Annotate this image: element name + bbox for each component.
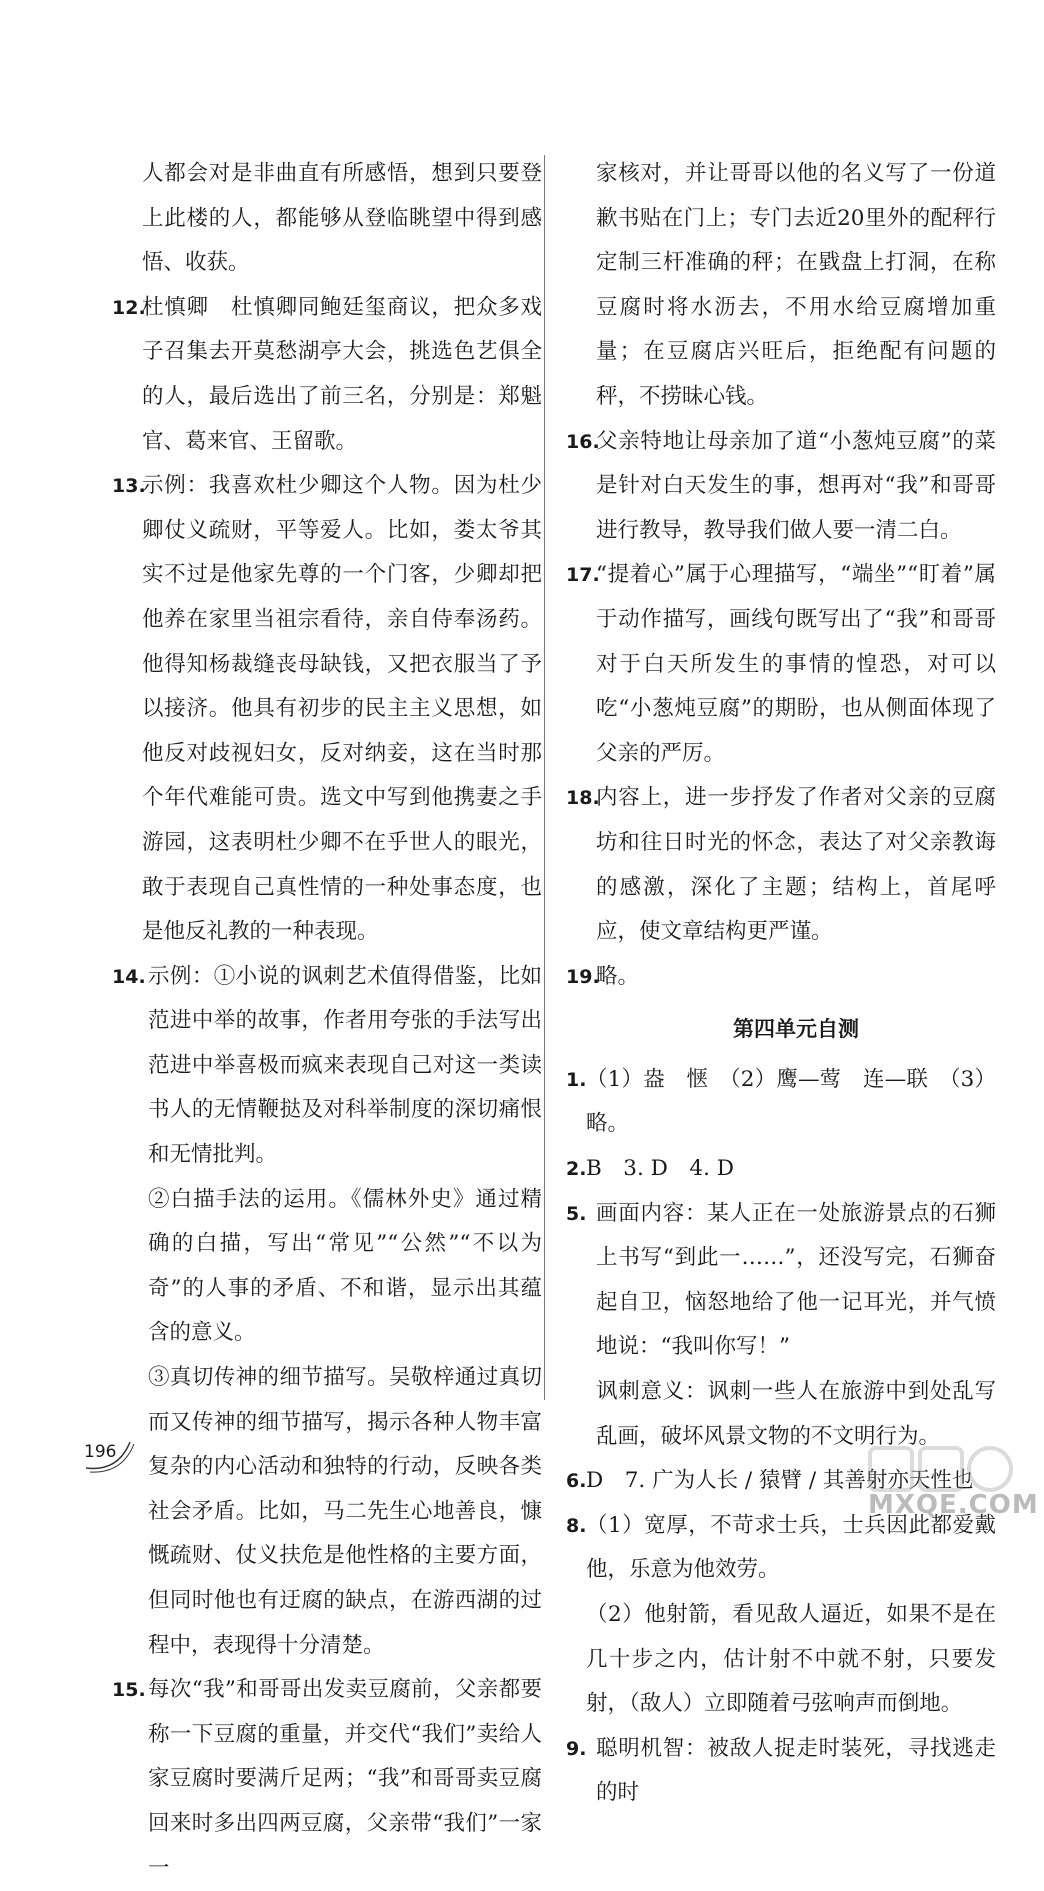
answer-number: 5. <box>566 1202 587 1225</box>
answer-item <box>566 1058 996 1147</box>
answer-number: 18. <box>566 787 600 810</box>
answer-item <box>566 1504 996 1727</box>
answer-text: D 7. 广为人长 / 猿臂 / 其善射亦天性也 <box>586 1468 974 1494</box>
left-column <box>112 152 542 1891</box>
answer-item <box>112 955 542 1669</box>
answer-number: 2. <box>566 1158 587 1181</box>
answer-text: （1）宽厚，不苛求士兵，士兵因此都爱戴他，乐意为他效劳。 <box>586 1512 996 1583</box>
answer-number: 8. <box>566 1514 587 1537</box>
answer-item <box>112 286 542 464</box>
answer-number: 16. <box>566 430 600 453</box>
answer-item <box>566 1727 996 1816</box>
answer-subpoint: （2）他射箭，看见敌人逼近，如果不是在几十步之内，估计射不中就不射，只要发射，（敌人）立即随着弓弦响声而倒地。 <box>586 1602 996 1717</box>
answer-text: 画面内容：某人正在一处旅游景点的石狮上书写“到此一……”，还没写完，石狮奋起自卫，恼怒地给了他一记耳光，并气愤地说：“我叫你写！” <box>596 1200 996 1360</box>
answer-subpoint: ②白描手法的运用。《儒林外史》通过精确的白描，写出“常见”“公然”“不以为奇”的人事的矛盾、不和谐，显示出其蕴含的意义。 <box>148 1186 542 1346</box>
page-number: 196 <box>84 1442 117 1462</box>
answer-number: 13. <box>112 475 146 498</box>
answer-text: 示例：我喜欢杜少卿这个人物。因为杜少卿仗义疏财，平等爱人。比如，娄太爷其实不过是他家先尊的一个门客，少卿却把他养在家里当祖宗看待，亲自侍奉汤药。他得知杨裁缝丧母缺钱，又把衣服当了予以接济。他具有初步的民主主义思想，如他反对歧视妇女，反对纳妾，这在当时那个年代难能可贵。选文中写到他携妻之手游园，这表明杜少卿不在乎世人的眼光，敢于表现自己真性情的一种处事态度，也是他反礼教的一种表现。 <box>142 473 542 945</box>
answer-text: 父亲特地让母亲加了道“小葱炖豆腐”的菜是针对白天发生的事，想再对“我”和哥哥进行教导，教导我们做人要一清二白。 <box>596 428 996 543</box>
answer-number: 9. <box>566 1737 587 1760</box>
answer-item <box>112 1668 542 1891</box>
answer-item <box>112 152 542 286</box>
answer-item <box>566 776 996 954</box>
answer-subpoint: ③真切传神的细节描写。吴敬梓通过真切而又传神的细节描写，揭示各种人物丰富复杂的内心活动和独特的行动，反映各类社会矛盾。比如，马二先生心地善良，慷慨疏财、仗义扶危是他性格的主要方面，但同时他也有迂腐的缺点，在游西湖的过程中，表现得十分清楚。 <box>148 1365 542 1658</box>
answer-text: 内容上，进一步抒发了作者对父亲的豆腐坊和往日时光的怀念，表达了对父亲教诲的感激，深化了主题；结构上，首尾呼应，使文章结构更严谨。 <box>596 785 996 945</box>
answer-number: 12. <box>112 296 146 319</box>
watermark-text: MXQE.COM <box>868 1490 1039 1520</box>
answer-text: 聪明机智：被敌人捉走时装死，寻找逃走的时 <box>596 1735 996 1806</box>
answer-item <box>566 553 996 776</box>
answer-text: 示例：①小说的讽刺艺术值得借鉴，比如范进中举的故事，作者用夸张的手法写出范进中举喜极而疯来表现自己对这一类读书人的无情鞭挞及对科举制度的深切痛恨和无情批判。 <box>148 963 542 1168</box>
answer-number: 14. <box>112 965 146 988</box>
answer-text: （1）盎 惬 （2）鹰—莺 连—联 （3）略。 <box>586 1066 996 1137</box>
answer-number: 6. <box>566 1470 587 1493</box>
answer-text: “提着心”属于心理描写，“端坐”“盯着”属于动作描写，画线句既写出了“我”和哥哥对于白天所发生的事情的惶恐，对可以吃“小葱炖豆腐”的期盼，也从侧面体现了父亲的严厉。 <box>596 562 996 766</box>
answer-text: B 3. D 4. D <box>586 1156 734 1182</box>
answer-item <box>566 1147 996 1192</box>
answer-item <box>566 420 996 554</box>
answer-text: 人都会对是非曲直有所感悟，想到只要登上此楼的人，都能够从登临眺望中得到感悟、收获。 <box>142 161 542 276</box>
answer-item <box>566 955 996 1000</box>
answer-text: 杜慎卿 杜慎卿同鲍廷玺商议，把众多戏子召集去开莫愁湖亭大会，挑选色艺俱全的人，最后选出了前三名，分别是：郑魁官、葛来官、王留歌。 <box>142 294 542 454</box>
answer-text: 家核对，并让哥哥以他的名义写了一份道歉书贴在门上；专门去近20里外的配秤行定制三杆准确的秤；在戥盘上打洞，在称豆腐时将水沥去，不用水给豆腐增加重量；在豆腐店兴旺后，拒绝配有问题的秤，不捞昧心钱。 <box>596 161 996 409</box>
answer-text: 略。 <box>596 963 640 989</box>
answer-number: 19. <box>566 965 600 988</box>
answer-number: 15. <box>112 1679 146 1702</box>
answer-number: 1. <box>566 1068 587 1091</box>
answer-number: 17. <box>566 564 600 587</box>
answer-subpoint: 讽刺意义：讽刺一些人在旅游中到处乱写乱画，破坏风景文物的不文明行为。 <box>596 1379 996 1449</box>
answer-item <box>112 464 542 955</box>
answer-item <box>566 152 996 420</box>
answer-item <box>566 1192 996 1460</box>
answer-text: 每次“我”和哥哥出发卖豆腐前，父亲都要称一下豆腐的重量，并交代“我们”卖给人家豆腐时要满斤足两；“我”和哥哥卖豆腐回来时多出四两豆腐，父亲带“我们”一家一 <box>148 1677 542 1881</box>
section-title: 第四单元自测 <box>733 1017 859 1042</box>
right-column <box>566 152 996 1816</box>
column-divider <box>544 155 545 1400</box>
